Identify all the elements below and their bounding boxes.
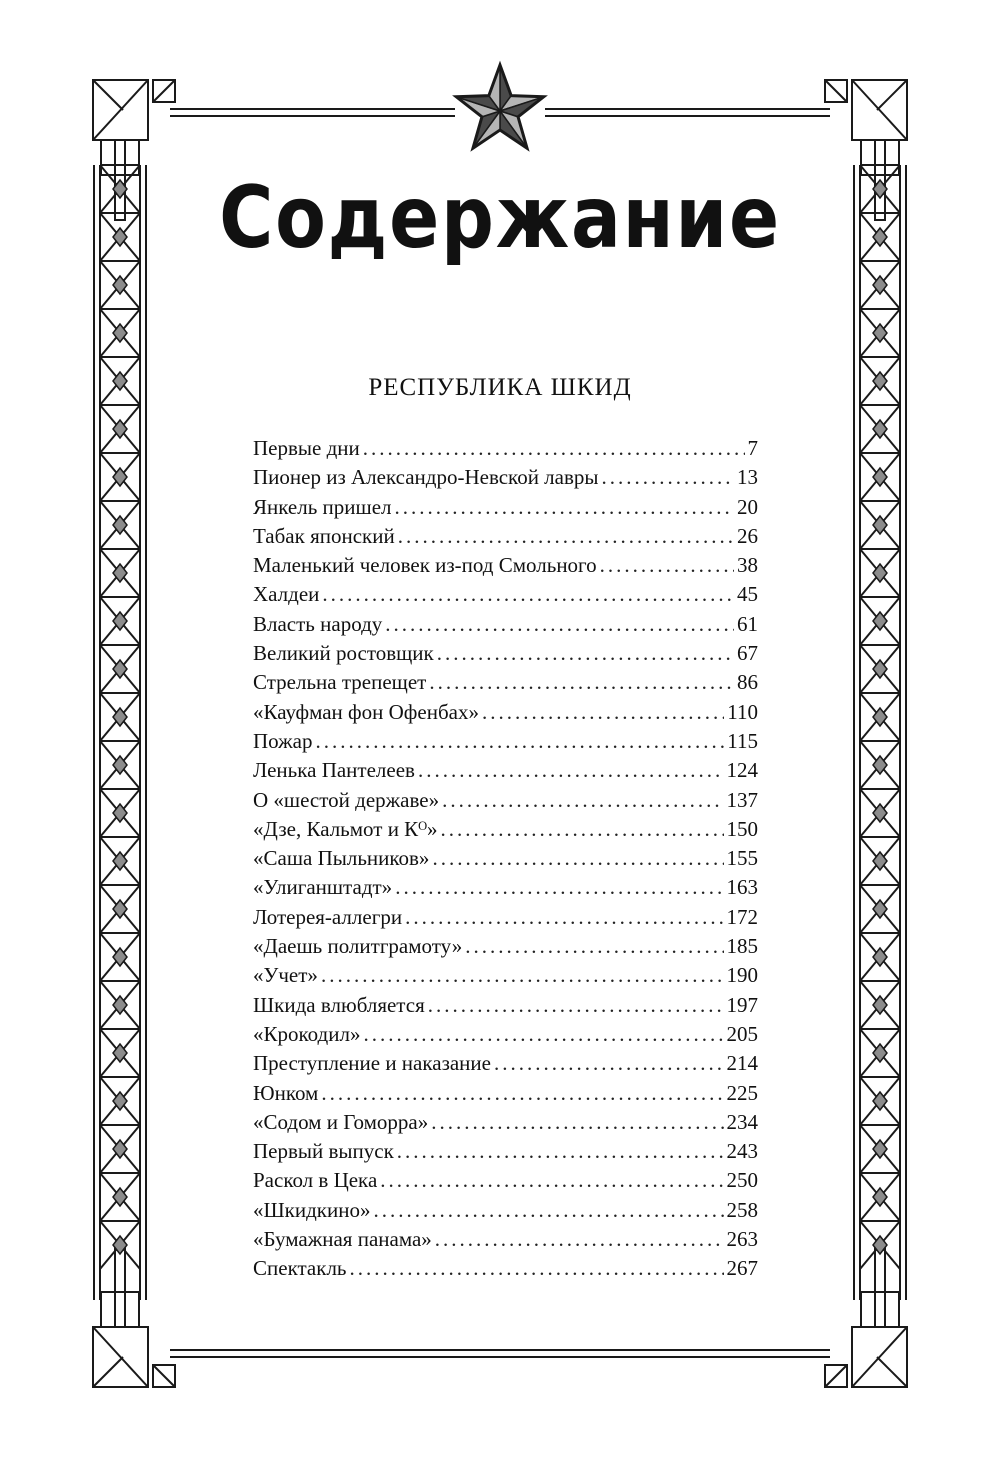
toc-entry-page: 172 [726, 904, 758, 929]
toc-dot-leader [321, 961, 724, 990]
toc-entry [253, 639, 758, 668]
toc-dot-leader [428, 991, 724, 1020]
toc-entry-title: «Учет» [253, 963, 318, 988]
toc-dot-leader [363, 434, 745, 463]
toc-dot-leader [397, 1137, 724, 1166]
toc-dot-leader [429, 668, 734, 697]
toc-entry [253, 1049, 758, 1078]
toc-entry [253, 1225, 758, 1254]
toc-dot-leader [385, 610, 734, 639]
corner-diagonal [153, 80, 175, 102]
toc-entry-title: Халдеи [253, 582, 320, 607]
toc-entry-page: 205 [726, 1021, 758, 1046]
toc-entry-page: 250 [726, 1168, 758, 1193]
toc-entry-page: 26 [737, 523, 758, 548]
toc-dot-leader [602, 463, 734, 492]
toc-entry-page: 155 [726, 846, 758, 871]
toc-entry [253, 991, 758, 1020]
toc-entry [253, 493, 758, 522]
toc-entry [253, 873, 758, 902]
toc-dot-leader [482, 698, 724, 727]
toc-entry-title: Пожар [253, 728, 313, 753]
toc-dot-leader [432, 844, 723, 873]
corner-post [115, 1247, 125, 1327]
toc-entry-page: 45 [737, 582, 758, 607]
toc-entry-title: Янкель пришел [253, 494, 392, 519]
toc-dot-leader [405, 903, 723, 932]
toc-entry-title: Шкида влюбляется [253, 992, 425, 1017]
toc-dot-leader [431, 1108, 723, 1137]
toc-entry [253, 1166, 758, 1195]
toc-entry-title: Табак японский [253, 523, 395, 548]
toc-dot-leader [395, 873, 723, 902]
toc-entry [253, 551, 758, 580]
toc-entry-title: Стрельна трепещет [253, 670, 427, 695]
toc-entry-page: 190 [726, 963, 758, 988]
toc-dot-leader [380, 1166, 723, 1195]
toc-entry-title: Преступление и наказание [253, 1051, 491, 1076]
corner-diagonal [153, 1365, 175, 1387]
toc-entry-title: Маленький человек из-под Смольного [253, 553, 597, 578]
toc-entry-page: 20 [737, 494, 758, 519]
toc-dot-leader [494, 1049, 724, 1078]
corner-post [875, 1247, 885, 1327]
toc-entry-title: «Крокодил» [253, 1021, 361, 1046]
toc-entry [253, 1254, 758, 1283]
toc-entry-title: «Шкидкино» [253, 1197, 371, 1222]
toc-entry [253, 727, 758, 756]
toc-entry-title: Раскол в Цека [253, 1168, 378, 1193]
toc-dot-leader [440, 815, 723, 844]
left-pillar-ornament [94, 165, 146, 1300]
toc-entry-title: «Саша Пыльников» [253, 846, 430, 871]
table-of-contents [253, 434, 758, 1284]
toc-entry [253, 786, 758, 815]
toc-entry-title: «Даешь политграмоту» [253, 934, 463, 959]
toc-entry-page: 163 [726, 875, 758, 900]
toc-entry-page: 225 [726, 1080, 758, 1105]
toc-entry-title: Лотерея-аллегри [253, 904, 403, 929]
toc-entry-title: Пионер из Александро-Невской лавры [253, 465, 599, 490]
toc-entry-page: 243 [726, 1139, 758, 1164]
toc-entry [253, 668, 758, 697]
toc-entry-page: 67 [737, 641, 758, 666]
toc-entry-page: 115 [727, 728, 758, 753]
toc-dot-leader [398, 522, 734, 551]
corner-step-box [101, 1292, 139, 1327]
toc-entry-page: 150 [726, 816, 758, 841]
toc-entry [253, 961, 758, 990]
corner-ornament [825, 1247, 907, 1387]
toc-entry-title: Ленька Пантелеев [253, 758, 415, 783]
toc-entry [253, 756, 758, 785]
corner-diagonal [93, 80, 123, 110]
toc-dot-leader [465, 932, 723, 961]
star-icon [456, 65, 543, 148]
toc-entry-page: 267 [726, 1256, 758, 1281]
toc-entry-title: «Содом и Гоморра» [253, 1109, 429, 1134]
corner-diagonal [877, 1357, 907, 1387]
toc-entry-page: 263 [726, 1227, 758, 1252]
toc-dot-leader [321, 1079, 723, 1108]
toc-entry-title: «Дзе, Кальмот и Кᴼ» [253, 816, 438, 841]
toc-entry-title: «Бумажная панама» [253, 1227, 432, 1252]
toc-entry-page: 185 [726, 934, 758, 959]
toc-dot-leader [437, 639, 734, 668]
toc-entry [253, 1020, 758, 1049]
corner-ornament [93, 1247, 175, 1387]
corner-diagonal [825, 1365, 847, 1387]
toc-entry [253, 903, 758, 932]
toc-entry-title: Первый выпуск [253, 1139, 394, 1164]
corner-diagonal [93, 1357, 123, 1387]
toc-entry-title: Великий ростовщик [253, 641, 434, 666]
right-pillar-ornament [854, 165, 906, 1300]
toc-entry-page: 258 [726, 1197, 758, 1222]
toc-entry-title: О «шестой державе» [253, 787, 440, 812]
corner-diagonal [877, 80, 907, 110]
toc-entry-page: 137 [726, 787, 758, 812]
toc-entry-title: Спектакль [253, 1256, 347, 1281]
toc-entry-title: Первые дни [253, 436, 360, 460]
toc-entry [253, 1196, 758, 1225]
toc-entry [253, 698, 758, 727]
toc-dot-leader [374, 1196, 724, 1225]
toc-dot-leader [350, 1254, 724, 1283]
toc-dot-leader [315, 727, 724, 756]
section-title: РЕСПУБЛИКА ШКИД [368, 374, 632, 401]
toc-entry [253, 463, 758, 492]
toc-dot-leader [435, 1225, 724, 1254]
toc-dot-leader [600, 551, 734, 580]
toc-entry [253, 1108, 758, 1137]
toc-entry-page: 61 [737, 611, 758, 636]
corner-diagonal [825, 80, 847, 102]
toc-entry-page: 197 [726, 992, 758, 1017]
toc-entry-page: 234 [726, 1109, 758, 1134]
toc-entry [253, 1079, 758, 1108]
toc-entry-page: 7 [747, 436, 758, 460]
page-title: Содержание [219, 168, 781, 268]
toc-dot-leader [363, 1020, 723, 1049]
toc-entry-page: 38 [737, 553, 758, 578]
toc-entry-page: 13 [737, 465, 758, 490]
toc-entry-page: 124 [726, 758, 758, 783]
toc-entry-title: Власть народу [253, 611, 383, 636]
toc-entry-title: Юнком [253, 1080, 319, 1105]
toc-entry [253, 434, 758, 463]
toc-entry [253, 522, 758, 551]
toc-entry [253, 932, 758, 961]
toc-entry [253, 610, 758, 639]
toc-dot-leader [395, 493, 735, 522]
toc-dot-leader [322, 580, 734, 609]
toc-entry-title: «Кауфман фон Офенбах» [253, 699, 479, 724]
toc-entry-page: 214 [726, 1051, 758, 1076]
corner-step-box [861, 1292, 899, 1327]
toc-entry-page: 86 [737, 670, 758, 695]
toc-entry [253, 815, 758, 844]
toc-entry [253, 844, 758, 873]
toc-dot-leader [418, 756, 724, 785]
toc-entry [253, 1137, 758, 1166]
toc-entry-page: 110 [727, 699, 758, 724]
toc-dot-leader [442, 786, 723, 815]
toc-entry [253, 580, 758, 609]
toc-entry-title: «Улиганштадт» [253, 875, 393, 900]
